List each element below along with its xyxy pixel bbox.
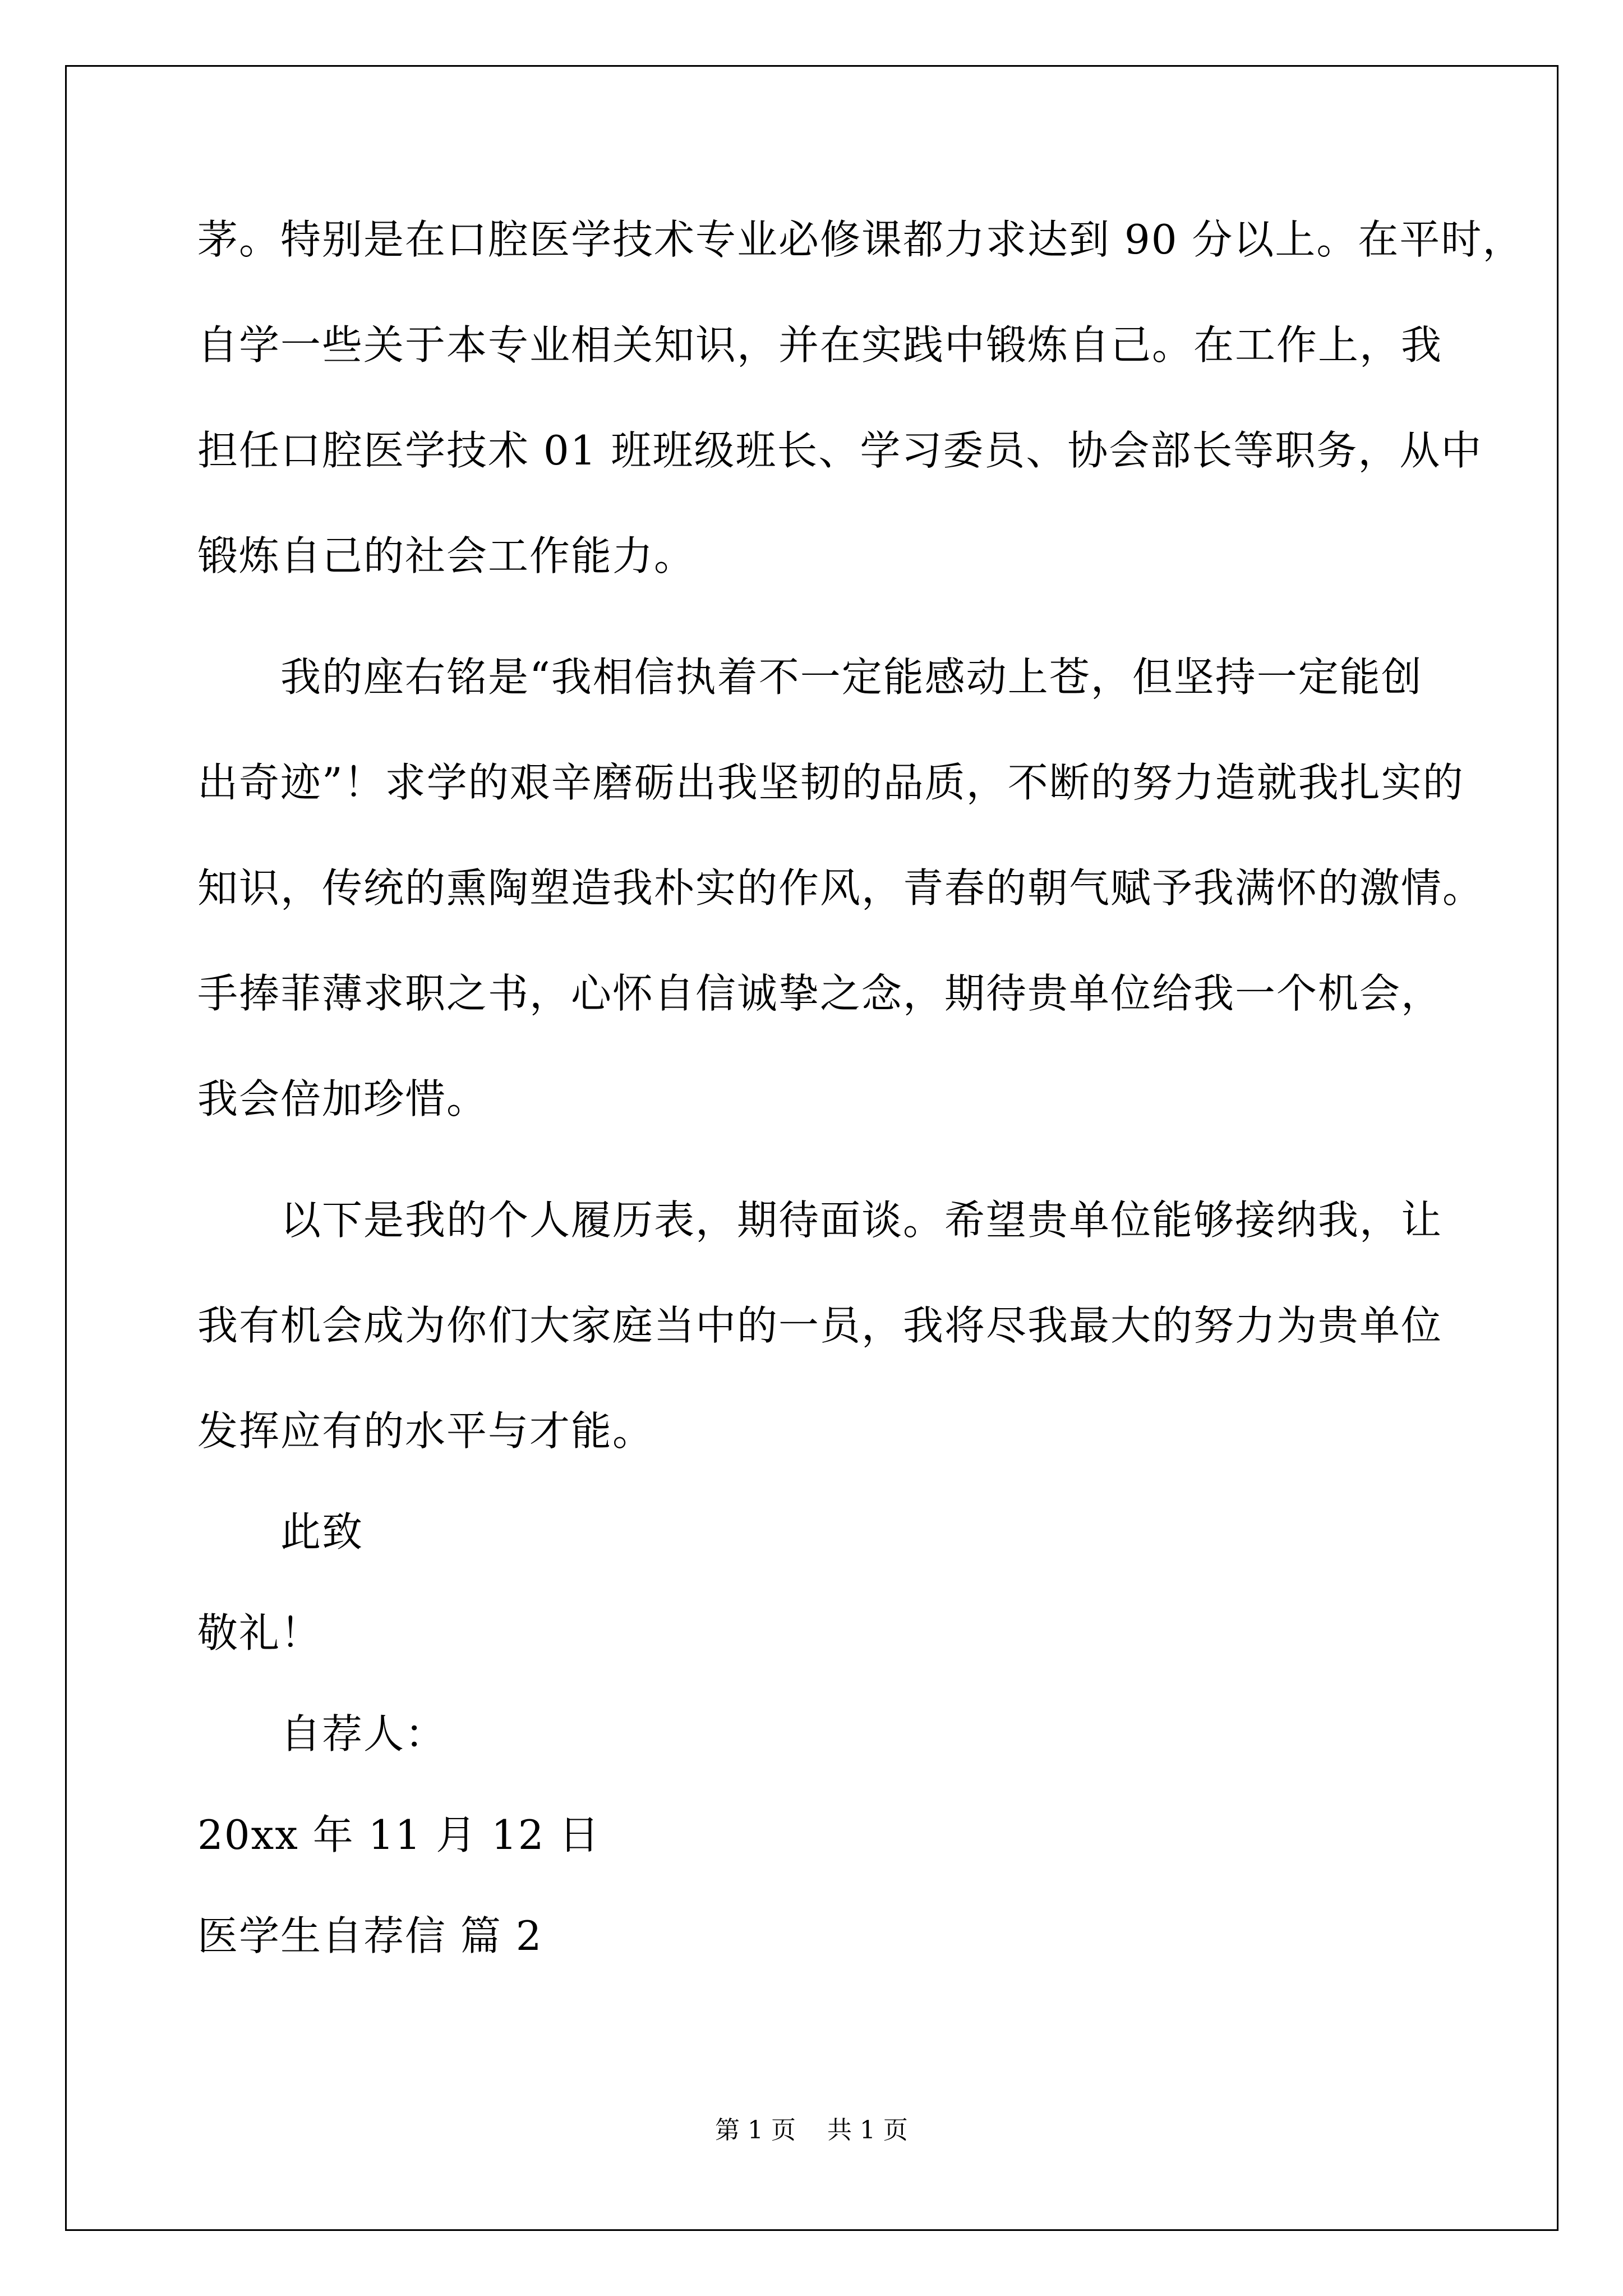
paragraph-2-line-1: 我的座右铭是“我相信执着不一定能感动上苍，但坚持一定能创 [280, 654, 1423, 701]
closing-text: 此致 [280, 1508, 364, 1556]
paragraph-3-line-3: 发挥应有的水平与才能。 [197, 1407, 654, 1455]
paragraph-2-line-4: 手捧菲薄求职之书，心怀自信诚挚之念，期待贵单位给我一个机会， [197, 970, 1443, 1017]
paragraph-1-line-2: 自学一些关于本专业相关知识，并在实践中锻炼自己。在工作上，我 [197, 321, 1443, 369]
salute-text: 敬礼！ [197, 1609, 322, 1657]
next-section-title: 医学生自荐信 篇 2 [197, 1912, 543, 1959]
paragraph-2-line-5: 我会倍加珍惜。 [197, 1075, 488, 1122]
page-footer: 第 1 页 共 1 页 [715, 2116, 908, 2145]
paragraph-2-line-2: 出奇迹”！求学的艰辛磨砺出我坚韧的品质，不断的努力造就我扎实的 [197, 759, 1464, 806]
page-border [65, 65, 1559, 2231]
date-text: 20xx 年 11 月 12 日 [197, 1811, 601, 1858]
paragraph-1-line-4: 锻炼自己的社会工作能力。 [197, 532, 696, 579]
paragraph-3-line-2: 我有机会成为你们大家庭当中的一员，我将尽我最大的努力为贵单位 [197, 1302, 1443, 1349]
paragraph-1-line-3: 担任口腔医学技术 01 班班级班长、学习委员、协会部长等职务，从中 [197, 427, 1483, 474]
paragraph-1-line-1: 茅。特别是在口腔医学技术专业必修课都力求达到 90 分以上。在平时， [197, 216, 1524, 263]
signature-label: 自荐人： [280, 1710, 447, 1757]
paragraph-3-line-1: 以下是我的个人履历表，期待面谈。希望贵单位能够接纳我，让 [280, 1197, 1443, 1244]
paragraph-2-line-3: 知识，传统的熏陶塑造我朴实的作风，青春的朝气赋予我满怀的激情。 [197, 864, 1484, 912]
